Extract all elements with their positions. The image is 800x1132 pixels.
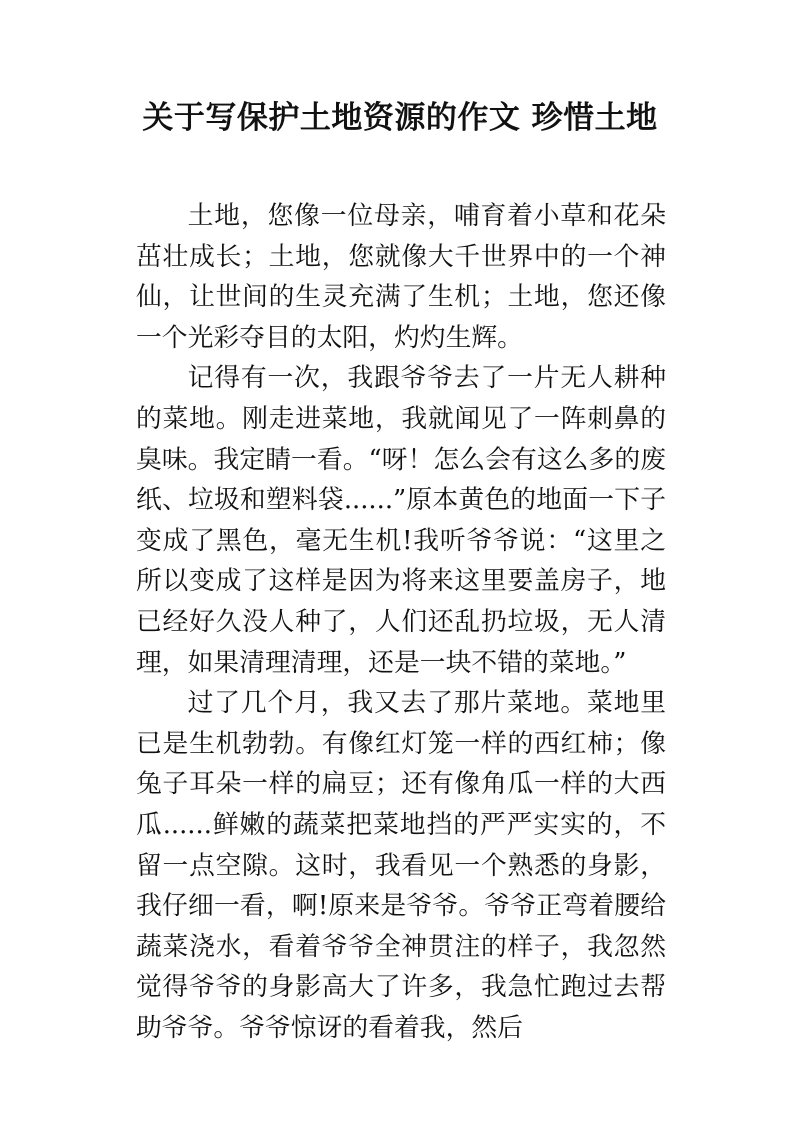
paragraph-1: 土地，您像一位母亲，哺育着小草和花朵茁壮成长；土地，您就像大千世界中的一个神仙，让世间的生灵充满了生机；土地，您还像一个光彩夺目的太阳，灼灼生辉。	[136, 201, 666, 353]
paragraph-3: 过了几个月，我又去了那片菜地。菜地里已是生机勃勃。有像红灯笼一样的西红柿；像兔子耳朵一样的扁豆；还有像角瓜一样的大西瓜......鲜嫩的蔬菜把菜地挡的严严实实的，不留一点空隙。这时，我看见一个熟悉的身影，我仔细一看，啊!原来是爷爷。爷爷正弯着腰给蔬菜浇水，看着爷爷全神贯注的样子，我忽然觉得爷爷的身影高大了许多，我急忙跑过去帮助爷爷。爷爷惊讶的看着我，然后	[136, 688, 666, 1043]
document-body	[136, 196, 666, 1048]
document-title: 关于写保护土地资源的作文 珍惜土地	[142, 100, 658, 136]
paragraph-2: 记得有一次，我跟爷爷去了一片无人耕种的菜地。刚走进菜地，我就闻见了一阵刺鼻的臭味。我定睛一看。“呀！怎么会有这么多的废纸、垃圾和塑料袋......”原本黄色的地面一下子变成了黑色，毫无生机!我听爷爷说：“这里之所以变成了这样是因为将来这里要盖房子，地已经好久没人种了，人们还乱扔垃圾，无人清理，如果清理清理，还是一块不错的菜地。”	[136, 363, 666, 678]
